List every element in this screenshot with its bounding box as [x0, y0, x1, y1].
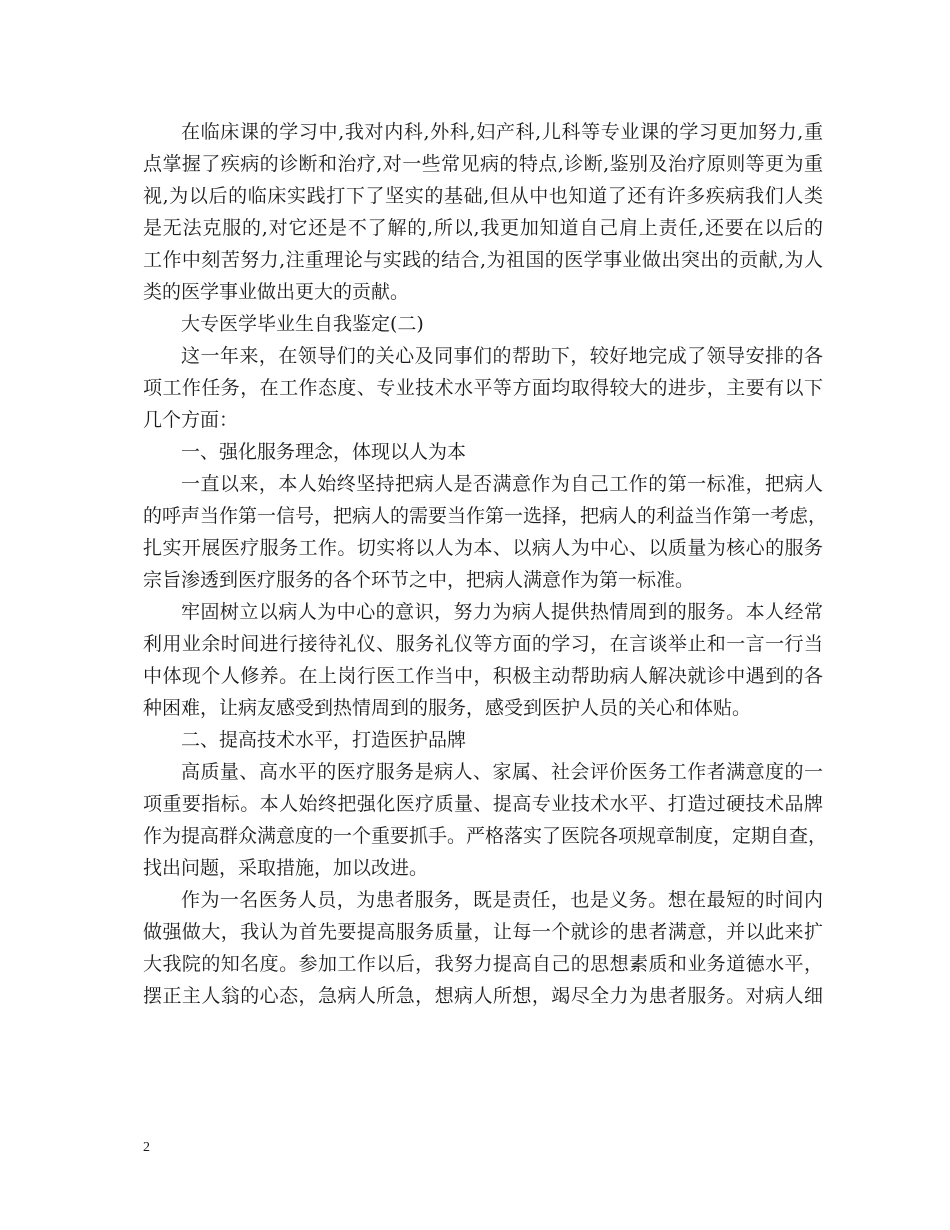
paragraph-line: 宗旨渗透到医疗服务的各个环节之中，把病人满意作为第一标准。: [143, 569, 695, 591]
paragraph-line: 的呼声当作第一信号，把病人的需要当作第一选择，把病人的利益当作第一考虑，: [143, 505, 828, 527]
paragraph-line: 大我院的知名度。参加工作以后，我努力提高自己的思想素质和业务道德水平，: [143, 953, 823, 975]
page-number: 2: [143, 1140, 150, 1155]
paragraph-line: 摆正主人翁的心态，急病人所急，想病人所想，竭尽全力为患者服务。对病人细: [143, 985, 823, 1007]
paragraph-first-line: 作为一名医务人员，为患者服务，既是责任，也是义务。想在最短的时间内: [181, 889, 823, 911]
paragraph-line: 点掌握了疾病的诊断和治疗,对一些常见病的特点,诊断,鉴别及治疗原则等更为重: [143, 153, 823, 175]
paragraph-line: 中体现个人修养。在上岗行医工作当中，积极主动帮助病人解决就诊中遇到的各: [143, 665, 823, 687]
paragraph-line: 找出问题，采取措施，加以改进。: [143, 857, 429, 879]
paragraph-first-line: 高质量、高水平的医疗服务是病人、家属、社会评价医务工作者满意度的一: [181, 761, 823, 783]
paragraph-line: 利用业余时间进行接待礼仪、服务礼仪等方面的学习，在言谈举止和一言一行当: [143, 633, 823, 655]
paragraph-first-line: 二、提高技术水平，打造医护品牌: [181, 729, 467, 751]
paragraph-line: 视,为以后的临床实践打下了坚实的基础,但从中也知道了还有许多疾病我们人类: [143, 185, 823, 207]
paragraph-first-line: 一、强化服务理念，体现以人为本: [181, 441, 467, 463]
paragraph-line: 项工作任务，在工作态度、专业技术水平等方面均取得较大的进步，主要有以下: [143, 377, 823, 399]
paragraph-line: 类的医学事业做出更大的贡献。: [143, 281, 410, 303]
paragraph-first-line: 这一年来，在领导们的关心及同事们的帮助下，较好地完成了领导安排的各: [181, 345, 823, 367]
paragraph-line: 种困难，让病友感受到热情周到的服务，感受到医护人员的关心和体贴。: [143, 697, 752, 719]
paragraph-line: 几个方面：: [143, 409, 239, 431]
paragraph-line: 做强做大，我认为首先要提高服务质量，让每一个就诊的患者满意，并以此来扩: [143, 921, 823, 943]
paragraph-line: 作为提高群众满意度的一个重要抓手。严格落实了医院各项规章制度，定期自查，: [143, 825, 828, 847]
paragraph-first-line: 大专医学毕业生自我鉴定(二): [181, 313, 424, 335]
paragraph-line: 工作中刻苦努力,注重理论与实践的结合,为祖国的医学事业做出突出的贡献,为人: [143, 249, 823, 271]
paragraph-line: 项重要指标。本人始终把强化医疗质量、提高专业技术水平、打造过硬技术品牌: [143, 793, 823, 815]
paragraph-first-line: 牢固树立以病人为中心的意识，努力为病人提供热情周到的服务。本人经常: [181, 601, 823, 623]
paragraph-first-line: 在临床课的学习中,我对内科,外科,妇产科,儿科等专业课的学习更加努力,重: [181, 121, 823, 143]
paragraph-line: 扎实开展医疗服务工作。切实将以人为本、以病人为中心、以质量为核心的服务: [143, 537, 823, 559]
document-body: [143, 116, 828, 1012]
paragraph-line: 是无法克服的,对它还是不了解的,所以,我更加知道自己肩上责任,还要在以后的: [143, 217, 823, 239]
paragraph-first-line: 一直以来，本人始终坚持把病人是否满意作为自己工作的第一标准，把病人: [181, 473, 823, 495]
